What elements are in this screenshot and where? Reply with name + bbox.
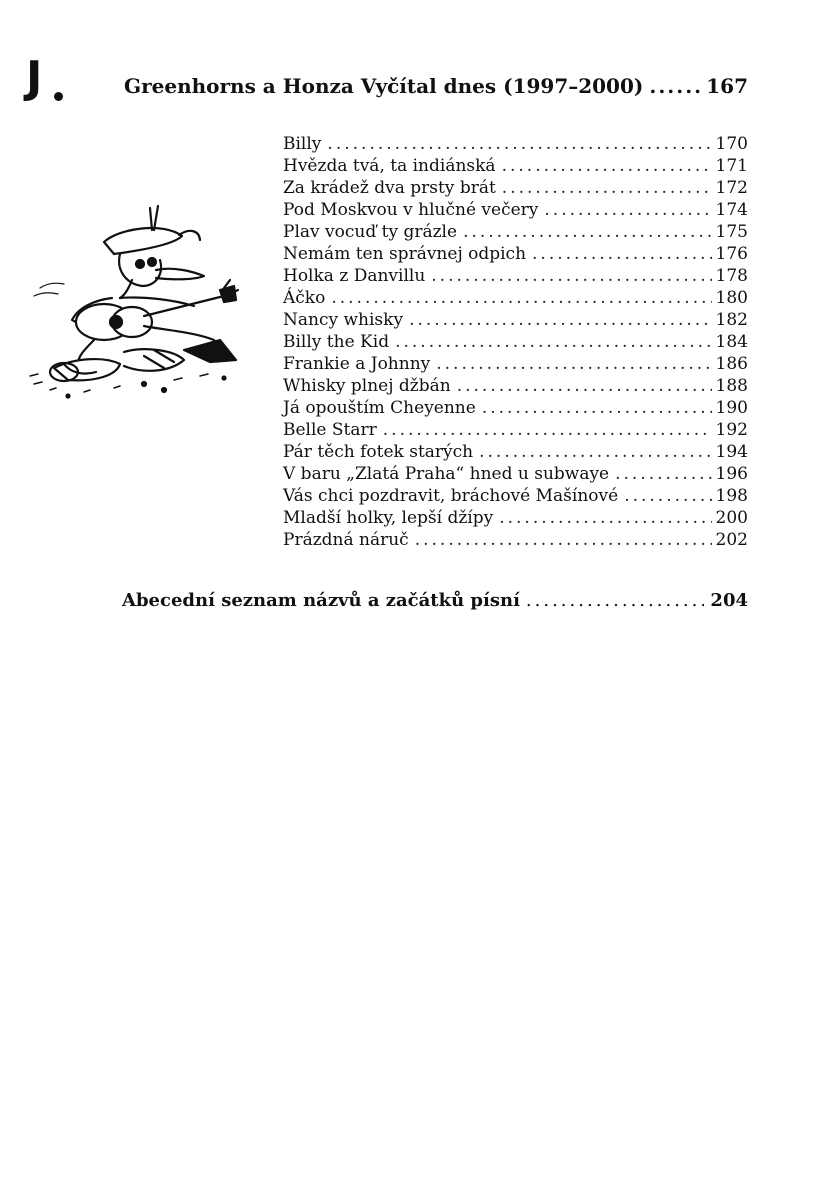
section-header — [124, 74, 748, 98]
leader-dots — [502, 156, 712, 176]
toc-row[interactable] — [283, 508, 748, 530]
song-title: V baru „Zlatá Praha“ hned u subwaye — [283, 464, 610, 484]
index-page: 204 — [710, 590, 748, 611]
index-title: Abecední seznam názvů a začátků písní — [122, 590, 520, 611]
leader-dots — [431, 266, 711, 286]
leader-dots — [409, 310, 711, 330]
section-letter-dot — [54, 92, 63, 101]
index-entry[interactable] — [122, 590, 748, 611]
toc-row[interactable] — [283, 420, 748, 442]
leader-dots — [395, 332, 711, 352]
leader-dots — [415, 530, 712, 550]
song-page: 182 — [715, 310, 748, 330]
section-letter: J — [26, 52, 43, 103]
section-page: 167 — [706, 74, 748, 98]
toc-row[interactable] — [283, 222, 748, 244]
song-page: 180 — [715, 288, 748, 308]
leader-dots — [624, 486, 711, 506]
leader-dots — [463, 222, 711, 242]
song-title: Nemám ten správnej odpich — [283, 244, 527, 264]
song-page: 200 — [715, 508, 748, 528]
song-page: 190 — [715, 398, 748, 418]
toc-row[interactable] — [283, 266, 748, 288]
song-page: 194 — [715, 442, 748, 462]
toc-row[interactable] — [283, 486, 748, 508]
toc-row[interactable] — [283, 244, 748, 266]
song-title: Áčko — [283, 288, 326, 308]
song-page: 198 — [715, 486, 748, 506]
song-title: Pár těch fotek starých — [283, 442, 474, 462]
leader-dots — [457, 376, 712, 396]
leader-dots — [544, 200, 711, 220]
toc-row[interactable] — [283, 200, 748, 222]
toc-row[interactable] — [283, 398, 748, 420]
song-title: Billy the Kid — [283, 332, 390, 352]
song-title: Za krádež dva prsty brát — [283, 178, 496, 198]
song-page: 188 — [715, 376, 748, 396]
toc-row[interactable] — [283, 332, 748, 354]
leader-dots — [331, 288, 711, 308]
song-page: 196 — [715, 464, 748, 484]
song-title: Billy — [283, 134, 322, 154]
song-page: 202 — [715, 530, 748, 550]
toc-row[interactable] — [283, 134, 748, 156]
song-page: 175 — [715, 222, 748, 242]
toc-row[interactable] — [283, 288, 748, 310]
toc-row[interactable] — [283, 354, 748, 376]
leader-dots — [436, 354, 711, 374]
song-page: 178 — [715, 266, 748, 286]
toc-row[interactable] — [283, 442, 748, 464]
leader-dots — [482, 398, 712, 418]
toc-row[interactable] — [283, 156, 748, 178]
song-title: Whisky plnej džbán — [283, 376, 451, 396]
cowboy-guitarist-icon — [24, 200, 246, 410]
song-title: Belle Starr — [283, 420, 377, 440]
leader-dots — [526, 590, 705, 611]
song-title: Plav vocuď ty grázle — [283, 222, 458, 242]
leader-dots — [649, 74, 700, 98]
leader-dots — [615, 464, 711, 484]
leader-dots — [499, 508, 711, 528]
song-page: 176 — [715, 244, 748, 264]
song-page: 170 — [715, 134, 748, 154]
song-page: 192 — [715, 420, 748, 440]
toc-row[interactable] — [283, 376, 748, 398]
song-page: 172 — [715, 178, 748, 198]
toc-row[interactable] — [283, 530, 748, 552]
song-title: Mladší holky, lepší džípy — [283, 508, 494, 528]
toc-row[interactable] — [283, 464, 748, 486]
toc-row[interactable] — [283, 310, 748, 332]
song-page: 186 — [715, 354, 748, 374]
song-title: Vás chci pozdravit, bráchové Mašínové — [283, 486, 619, 506]
leader-dots — [383, 420, 712, 440]
leader-dots — [532, 244, 712, 264]
song-list — [283, 134, 748, 552]
song-page: 184 — [715, 332, 748, 352]
song-page: 174 — [715, 200, 748, 220]
leader-dots — [479, 442, 711, 462]
song-title: Já opouštím Cheyenne — [283, 398, 476, 418]
section-title: Greenhorns a Honza Vyčítal dnes (1997–2000) — [124, 74, 644, 98]
song-title: Pod Moskvou v hlučné večery — [283, 200, 539, 220]
leader-dots — [502, 178, 712, 198]
song-title: Nancy whisky — [283, 310, 404, 330]
toc-row[interactable] — [283, 178, 748, 200]
song-title: Holka z Danvillu — [283, 266, 426, 286]
song-title: Frankie a Johnny — [283, 354, 431, 374]
song-page: 171 — [715, 156, 748, 176]
song-title: Hvězda tvá, ta indiánská — [283, 156, 496, 176]
leader-dots — [327, 134, 711, 154]
song-title: Prázdná náruč — [283, 530, 409, 550]
